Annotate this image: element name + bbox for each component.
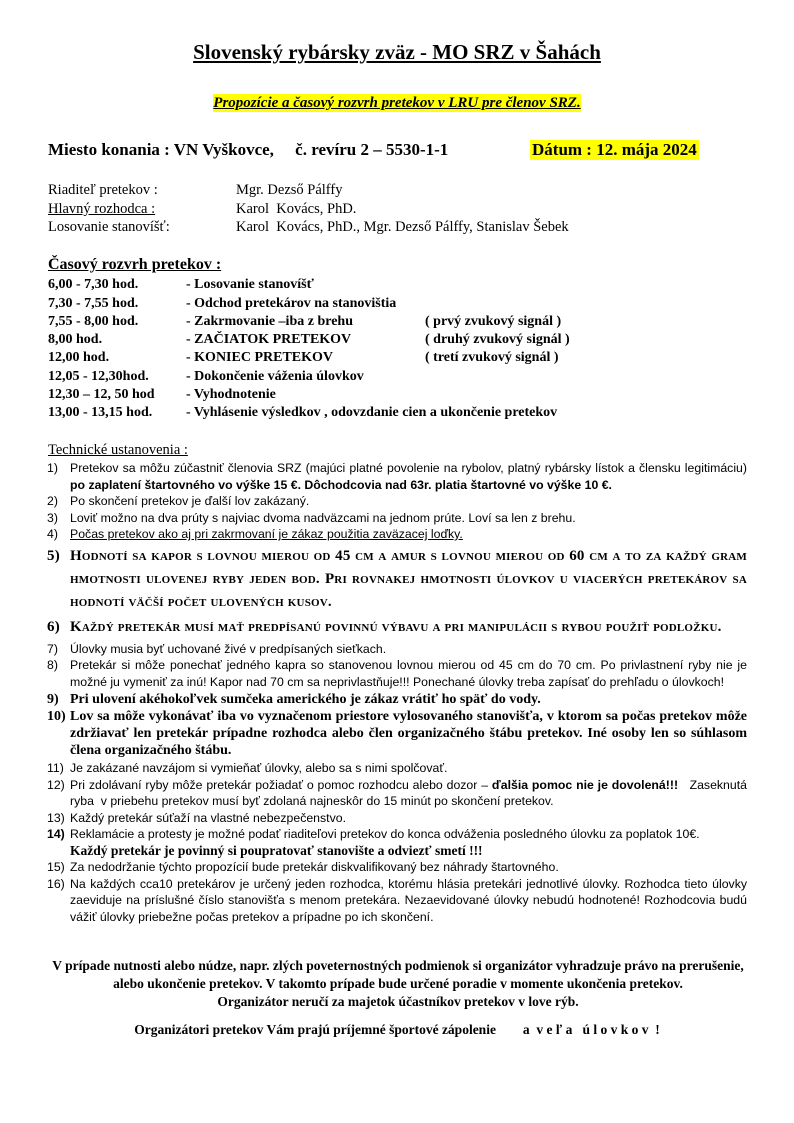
organizer-notice [48, 957, 748, 1011]
schedule-time: 12,00 hod. [48, 350, 110, 365]
rule-text: Pretekár si môže ponechať jedného kapra so stanovenou lovnou mierou od 45 cm do 70 cm. Po privlastnení ryby nie je možné ju vymeniť za inú! Kapor nad 70 cm sa neprivlastňuje!!! Ponechané úlovky treba zapísať do prehľadu o úlovkoch! [70, 658, 747, 689]
schedule-time: 12,30 – 12, 50 hod [48, 387, 155, 402]
schedule-time: 8,00 hod. [48, 332, 103, 347]
rule-fee-text: po zaplatení štartovného vo výške 15 €. Dôchodcovia nad 63r. platia štartovné vo výške 10 €. [70, 477, 612, 492]
rule-number: 2) [47, 494, 58, 508]
rule-number: 1) [47, 461, 58, 475]
rule-number: 13) [47, 810, 65, 825]
rule-item [47, 708, 747, 759]
schedule-time: 12,05 - 12,30hod. [48, 369, 149, 384]
rule-item [47, 691, 747, 708]
rule-item [47, 510, 747, 527]
rule-text: Pri ulovení akéhokoľvek sumčeka amerického je zákaz vrátiť ho späť do vody. [70, 692, 541, 707]
document-subtitle [0, 94, 794, 112]
schedule-time: 6,00 - 7,30 hod. [48, 277, 139, 292]
schedule-desc: - Odchod pretekárov na stanovištia [186, 296, 397, 311]
schedule-signal: ( tretí zvukový signál ) [425, 350, 559, 365]
rule-text: Po skončení pretekov je ďalší lov zakázaný. [70, 494, 310, 508]
rule-number: 5) [47, 547, 60, 564]
director-value: Mgr. Dezső Pálffy [236, 182, 343, 198]
liability-notice: Organizátor neručí za majetok účastníkov pretekov v love rýb. [217, 994, 579, 1009]
rule-number: 11) [47, 761, 64, 775]
venue-line: Miesto konania : VN Vyškovce, č. revíru 2 – 5530-1-1 [48, 140, 449, 159]
rule-text: Každý pretekár musí mať predpísanú povinnú výbavu a pri manipulácii s rybou použiť podložku. [70, 618, 722, 635]
rule-number: 3) [47, 510, 58, 525]
schedule-heading: Časový rozvrh pretekov : [48, 256, 222, 273]
technical-heading: Technické ustanovenia : [48, 442, 188, 458]
rule-item [47, 493, 747, 510]
interruption-notice: V prípade nutnosti alebo núdze, napr. zlých poveternostných podmienok si organizátor vyhradzuje právo na prerušenie, alebo ukončenie pretekov. V takomto prípade bude určené poradie v momente ukončenia pretekov. [52, 958, 744, 991]
draw-value: Karol Kovács, PhD., Mgr. Dezső Pálffy, Stanislav Šebek [236, 219, 569, 235]
subtitle-text: Propozície a časový rozvrh pretekov v LRU pre členov SRZ. [213, 95, 581, 111]
schedule-signal: ( druhý zvukový signál ) [425, 332, 570, 347]
rule-number: 8) [47, 658, 58, 672]
rule-number: 9) [47, 692, 59, 707]
schedule-time: 7,55 - 8,00 hod. [48, 314, 139, 329]
rule-number: 16) [47, 876, 65, 891]
rule-number: 12) [47, 777, 65, 792]
schedule-time: 13,00 - 13,15 hod. [48, 405, 153, 420]
schedule-desc: - Zakrmovanie –iba z brehu [186, 314, 353, 329]
date-badge: Dátum : 12. mája 2024 [532, 140, 697, 159]
director-label: Riaditeľ pretekov : [48, 182, 158, 198]
rule-item [47, 777, 751, 810]
rule-text: Je zakázané navzájom si vymieňať úlovky, alebo sa s nimi spolčovať. [70, 761, 448, 775]
rule-text: Loviť možno na dva prúty s najviac dvoma nadväzcami na jednom prúte. Loví sa len z brehu. [70, 510, 576, 525]
rule-item [47, 826, 747, 859]
chief-judge-label: Hlavný rozhodca : [48, 201, 156, 217]
rule-item [47, 657, 747, 690]
schedule-desc: - Losovanie stanovíšť [186, 277, 314, 292]
rule-number: 7) [47, 641, 58, 656]
schedule-time: 7,30 - 7,55 hod. [48, 296, 139, 311]
rule-number: 15) [47, 860, 65, 874]
rule-item [47, 526, 747, 543]
closing-greeting: Organizátori pretekov Vám prajú príjemné športové zápolenie a v e ľ a ú l o v k o v ! [134, 1022, 660, 1037]
rule-item [47, 641, 747, 658]
rule-text: Úlovky musia byť uchované živé v predpísaných sieťkach. [70, 641, 387, 656]
rule-item [47, 810, 747, 827]
rule-number: 4) [47, 527, 58, 541]
rule-text: Pri zdolávaní ryby môže pretekár požiadať o pomoc rozhodcu alebo dozor – [70, 777, 492, 792]
rule-text: Počas pretekov ako aj pri zakrmovaní je zákaz použitia zaväzacej loďky. [70, 527, 463, 541]
schedule-desc: - Dokončenie váženia úlovkov [186, 369, 364, 384]
schedule-desc: - Vyhodnotenie [186, 387, 276, 402]
schedule-desc: - KONIEC PRETEKOV [186, 350, 334, 365]
rule-number: 14) [47, 827, 65, 841]
document-title: Slovenský rybársky zväz - MO SRZ v Šahách [193, 40, 601, 64]
rule-text: Reklamácie a protesty je možné podať riaditeľovi pretekov do konca odváženia posledného úlovku za poplatok 10€. [70, 827, 700, 841]
rule-item [47, 876, 747, 926]
rule-item [47, 460, 747, 493]
rule-item [47, 859, 747, 876]
rule-item [47, 616, 747, 639]
rule-item [47, 760, 747, 777]
rule-text: Za nedodržanie týchto propozícií bude pretekár diskvalifikovaný bez náhrady štartovného. [70, 860, 559, 874]
rule-text: Na každých cca10 pretekárov je určený jeden rozhodca, ktorému hlásia pretekári jednotlivé úlovky. Rozhodca tieto úlovky zaeviduje na príslušné číslo stanovišťa s menom pretekára. Nezaevidované úlovky nebudú hodnotené! Rozhodcovia budú vážiť úlovky priebežne počas pretekov a prípadne po ich skončení. [70, 876, 747, 924]
chief-judge-value: Karol Kovács, PhD. [236, 201, 357, 217]
rule-warning-text: ďalšia pomoc nie je dovolená!!! [491, 777, 679, 792]
rule-text: Pretekov sa môžu zúčastniť členovia SRZ (majúci platné povolenie na rybolov, platný rybársky lístok a člensku legitimáciu) [70, 461, 747, 475]
rule-cleanup-text: Každý pretekár je povinný si poupratovať stanovište a odviezť smetí !!! [70, 842, 483, 858]
rule-number: 10) [47, 709, 66, 724]
schedule-signal: ( prvý zvukový signál ) [425, 314, 562, 329]
rules-list [47, 460, 751, 925]
draw-label: Losovanie stanovíšť: [48, 219, 170, 235]
rule-text: Hodnotí sa kapor s lovnou mierou od 45 cm a amur s lovnou mierou od 60 cm a to za každý gram hmotnosti ulovenej ryby jeden bod. Pri rovnakej hmotnosti úlovkov u viacerých pretekárov sa hodnotí väčší počet ulovených kusov. [70, 547, 747, 610]
rule-text: Lov sa môže vykonávať iba vo vyznačenom priestore vylosovaného stanovišťa, v ktorom sa počas pretekov môže zdržiavať len pretekár prípadne rozhodca alebo člen organizačného štábu pretekov. Iné osoby len so súhlasom člena organizačného štábu. [70, 709, 747, 758]
rule-text: Každý pretekár súťaží na vlastné nebezpečenstvo. [70, 810, 346, 825]
rule-text-tail: Zaseknutá ryba v priebehu pretekov musí byť zdolaná najneskôr do 15 minút po skončení pretekov. [70, 777, 751, 808]
rule-number: 6) [47, 618, 60, 635]
schedule-desc: - ZAČIATOK PRETEKOV [186, 332, 352, 347]
schedule-desc: - Vyhlásenie výsledkov , odovzdanie cien a ukončenie pretekov [186, 405, 558, 420]
rule-item [47, 545, 747, 614]
